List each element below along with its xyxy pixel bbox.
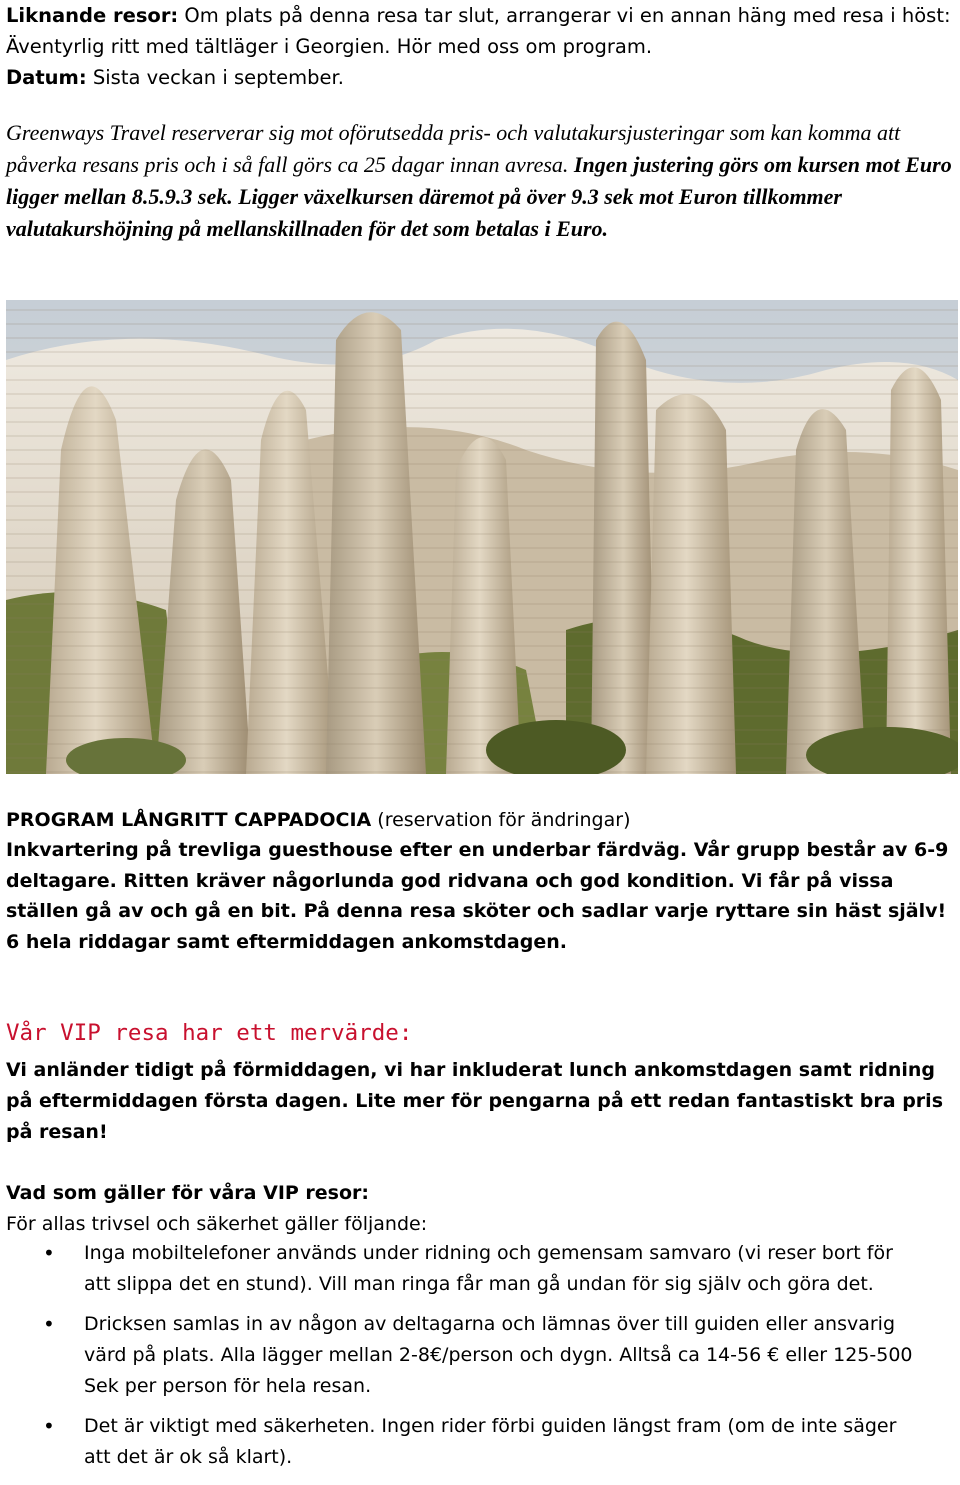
rule-text-mobile: Inga mobiltelefoner används under ridning och gemensam samvaro (vi reser bort för att slippa det en stund). Vill man ringa får man gå undan för sig själv och göra det. (84, 1242, 893, 1295)
price-notice-normal: Greenways Travel reserverar sig mot oförutsedda pris- och valutakursjusteringar som kan komma att påverka resans pris och i så fall görs ca 25 dagar innan avresa. (6, 120, 901, 177)
program-title-note: (reservation för ändringar) (371, 809, 631, 831)
intro-paragraph (6, 0, 956, 93)
date-label: Datum: (6, 66, 87, 89)
date-text: Sista veckan i september. (86, 66, 344, 89)
list-item (0, 1411, 960, 1473)
vip-heading: Vår VIP resa har ett mervärde: (6, 1020, 413, 1046)
bullet-icon: • (43, 1312, 55, 1336)
program-title: PROGRAM LÅNGRITT CAPPADOCIA (6, 809, 372, 831)
rule-text-safety: Det är viktigt med säkerheten. Ingen rider förbi guiden längst fram (om de inte säger att det är ok så klart). (84, 1415, 897, 1468)
bullet-icon: • (43, 1414, 55, 1438)
photo-illustration (6, 300, 958, 774)
similar-trips-label: Liknande resor: (6, 4, 179, 27)
vip-body: Vi anländer tidigt på förmiddagen, vi har inkluderat lunch ankomstdagen samt ridning på eftermiddagen första dagen. Lite mer för pengarna på ett redan fantastiskt bra pris på resan! (6, 1059, 944, 1143)
list-item (0, 1238, 960, 1300)
rules-list (0, 1238, 960, 1482)
bullet-icon: • (43, 1241, 55, 1265)
price-notice-bold: Ingen justering görs om kursen mot Euro ligger mellan 8.5.9.3 sek. Ligger växelkursen däremot på över 9.3 sek mot Euron tillkommer valutakurshöjning på mellanskillnaden för det som betalas i Euro. (6, 152, 952, 241)
rules-heading: Vad som gäller för våra VIP resor: (6, 1182, 370, 1204)
rule-text-tips: Dricksen samlas in av någon av deltagarna och lämnas över till guiden eller ansvarig värd på plats. Alla lägger mellan 2-8€/person och dygn. Alltså ca 14-56 € eller 125-500 Sek per person för hela resan. (84, 1313, 913, 1397)
rules-section (6, 1178, 956, 1240)
similar-trips-text: Om plats på denna resa tar slut, arrangerar vi en annan häng med resa i höst: Äventyrlig ritt med tältläger i Georgien. Hör med oss om program. (6, 4, 951, 58)
program-section (6, 805, 956, 957)
program-body: Inkvartering på trevliga guesthouse efter en underbar färdväg. Vår grupp består av 6-9 deltagare. Ritten kräver någorlunda god ridvana och god kondition. Vi får på vissa ställen gå av och gå en bit. På denna resa sköter och sadlar varje ryttare sin häst själv! 6 hela riddagar samt eftermiddagen ankomstdagen. (6, 839, 949, 953)
rules-intro: För allas trivsel och säkerhet gäller följande: (6, 1213, 428, 1235)
list-item (0, 1309, 960, 1402)
cappadocia-fairy-chimneys-photo (6, 300, 958, 774)
price-notice (6, 117, 956, 245)
